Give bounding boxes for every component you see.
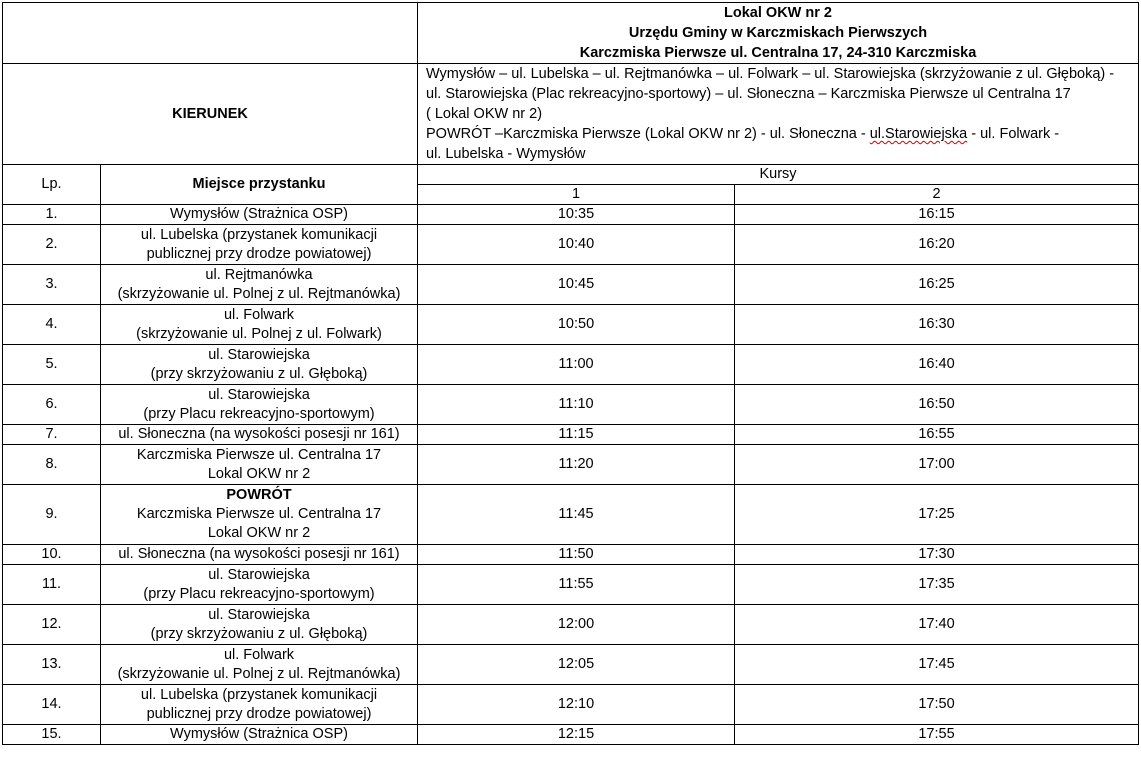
- stop-name-line: ul. Starowiejska: [208, 606, 310, 623]
- direction-line: ul. Starowiejska (Plac rekreacyjno-sportowy) – ul. Słoneczna – Karczmiska Pierwsze ul Centralna 17: [426, 86, 1071, 102]
- kursy-header: Kursy: [418, 165, 1139, 185]
- direction-label: KIERUNEK: [3, 64, 418, 165]
- row-number: 13.: [3, 645, 101, 685]
- stop-name-line: Karczmiska Pierwsze ul. Centralna 17: [136, 446, 382, 463]
- course-2-time: 16:25: [735, 265, 1139, 305]
- return-marker: POWRÓT: [226, 487, 292, 503]
- table-row: [3, 385, 1139, 425]
- stop-name-line: ul. Starowiejska: [208, 566, 310, 583]
- table-row: [3, 205, 1139, 225]
- stop-name-line: Lokal OKW nr 2: [207, 525, 311, 541]
- stop-name-line: Lokal OKW nr 2: [207, 465, 311, 482]
- stop-name: [101, 605, 418, 645]
- course-2-time: 17:55: [735, 725, 1139, 745]
- stop-name: [101, 305, 418, 345]
- course-2-time: 16:55: [735, 425, 1139, 445]
- stop-name: [101, 485, 418, 545]
- stop-name-line: ul. Słoneczna (na wysokości posesji nr 161): [118, 426, 400, 442]
- stop-name-line: (przy Placu rekreacyjno-sportowym): [143, 585, 375, 602]
- row-number: 8.: [3, 445, 101, 485]
- course-1-time: 11:50: [418, 545, 735, 565]
- course-1-time: 11:10: [418, 385, 735, 425]
- table-row: [3, 445, 1139, 485]
- course-1-time: 10:35: [418, 205, 735, 225]
- stop-name-line: ul. Lubelska (przystanek komunikacji: [140, 686, 378, 703]
- row-number: 15.: [3, 725, 101, 745]
- timetable: [2, 2, 1139, 745]
- return-line-2: ul. Lubelska - Wymysłów: [426, 146, 586, 162]
- return-prefix: POWRÓT –Karczmiska Pierwsze (Lokal OKW nr 2) - ul. Słoneczna -: [426, 126, 870, 142]
- stop-name-line: ul. Starowiejska: [208, 346, 310, 363]
- stop-name: [101, 265, 418, 305]
- course-1-time: 11:55: [418, 565, 735, 605]
- stop-name-line: (przy skrzyżowaniu z ul. Głęboką): [150, 625, 368, 642]
- stop-name-line: ul. Folwark: [223, 646, 295, 663]
- course-1-time: 11:45: [418, 485, 735, 545]
- direction-line: ( Lokal OKW nr 2): [426, 106, 543, 122]
- row-number: 4.: [3, 305, 101, 345]
- table-row: [3, 345, 1139, 385]
- stop-name: [101, 565, 418, 605]
- row-number: 5.: [3, 345, 101, 385]
- schedule-rows: [3, 205, 1139, 745]
- table-row: [3, 305, 1139, 345]
- row-number: 14.: [3, 685, 101, 725]
- return-suffix: - ul. Folwark -: [967, 126, 1060, 142]
- row-number: 7.: [3, 425, 101, 445]
- stop-name-line: ul. Słoneczna (na wysokości posesji nr 161): [118, 546, 400, 562]
- course-1-time: 10:40: [418, 225, 735, 265]
- stop-name-line: (skrzyżowanie ul. Polnej z ul. Rejtmanówka): [117, 285, 401, 302]
- stop-name-line: (skrzyżowanie ul. Polnej z ul. Rejtmanówka): [117, 665, 401, 682]
- stop-name: [101, 205, 418, 225]
- return-line: [426, 124, 1135, 144]
- table-row: [3, 645, 1139, 685]
- course-1-time: 11:00: [418, 345, 735, 385]
- stop-name: [101, 545, 418, 565]
- row-number: 1.: [3, 205, 101, 225]
- stop-name-line: ul. Rejtmanówka: [205, 266, 313, 283]
- title-line: Karczmiska Pierwsze ul. Centralna 17, 24-310 Karczmiska: [579, 45, 977, 61]
- stop-name-line: (przy skrzyżowaniu z ul. Głęboką): [150, 365, 368, 382]
- course-2-time: 17:40: [735, 605, 1139, 645]
- stop-name: [101, 445, 418, 485]
- course-1-time: 10:50: [418, 305, 735, 345]
- header-blank-cell: [3, 3, 418, 64]
- stop-name-line: (skrzyżowanie ul. Polnej z ul. Folwark): [136, 325, 382, 342]
- course-2-time: 17:35: [735, 565, 1139, 605]
- table-row: [3, 265, 1139, 305]
- course-1-time: 12:10: [418, 685, 735, 725]
- row-number: 3.: [3, 265, 101, 305]
- course-1-time: 11:20: [418, 445, 735, 485]
- lp-header: Lp.: [3, 165, 101, 205]
- title-line: Urzędu Gminy w Karczmiskach Pierwszych: [628, 25, 928, 41]
- course-1-header: 1: [418, 185, 735, 205]
- course-1-time: 12:05: [418, 645, 735, 685]
- stop-name: [101, 385, 418, 425]
- stop-name: [101, 425, 418, 445]
- course-1-time: 12:15: [418, 725, 735, 745]
- stop-name-line: ul. Starowiejska: [208, 386, 310, 403]
- course-1-time: 10:45: [418, 265, 735, 305]
- spellcheck-word: ul.Starowiejska: [869, 126, 968, 142]
- stop-name-line: Wymysłów (Strażnica OSP): [170, 726, 348, 742]
- row-number: 11.: [3, 565, 101, 605]
- course-2-time: 17:00: [735, 445, 1139, 485]
- course-2-time: 16:15: [735, 205, 1139, 225]
- table-row: [3, 725, 1139, 745]
- course-2-time: 16:50: [735, 385, 1139, 425]
- direction-row: [3, 64, 1139, 165]
- course-2-header: 2: [735, 185, 1139, 205]
- course-2-time: 17:45: [735, 645, 1139, 685]
- table-row: [3, 545, 1139, 565]
- course-2-time: 17:50: [735, 685, 1139, 725]
- stop-name: [101, 345, 418, 385]
- direction-line: Wymysłów – ul. Lubelska – ul. Rejtmanówka – ul. Folwark – ul. Starowiejska (skrzyżowanie z ul. Głęboką) -: [426, 66, 1115, 82]
- header-row: [3, 3, 1139, 64]
- stop-name-line: publicznej przy drodze powiatowej): [146, 705, 372, 722]
- course-2-time: 16:40: [735, 345, 1139, 385]
- table-row: [3, 425, 1139, 445]
- row-number: 10.: [3, 545, 101, 565]
- stop-name-line: ul. Folwark: [223, 306, 295, 323]
- row-number: 2.: [3, 225, 101, 265]
- row-number: 6.: [3, 385, 101, 425]
- course-2-time: 17:25: [735, 485, 1139, 545]
- location-title: [418, 3, 1139, 64]
- table-row: [3, 565, 1139, 605]
- table-row: [3, 685, 1139, 725]
- stop-name: [101, 685, 418, 725]
- row-number: 9.: [3, 485, 101, 545]
- row-number: 12.: [3, 605, 101, 645]
- table-row: [3, 485, 1139, 545]
- stop-name-line: ul. Lubelska (przystanek komunikacji: [140, 226, 378, 243]
- course-2-time: 16:30: [735, 305, 1139, 345]
- stop-name-line: (przy Placu rekreacyjno-sportowym): [143, 405, 375, 422]
- stop-name-line: Karczmiska Pierwsze ul. Centralna 17: [136, 506, 382, 522]
- course-2-time: 16:20: [735, 225, 1139, 265]
- title-line: Lokal OKW nr 2: [724, 5, 832, 21]
- stop-name-line: Wymysłów (Strażnica OSP): [170, 206, 348, 222]
- stop-name: [101, 225, 418, 265]
- stop-name-line: publicznej przy drodze powiatowej): [146, 245, 372, 262]
- column-header-row: [3, 165, 1139, 185]
- course-2-time: 17:30: [735, 545, 1139, 565]
- table-row: [3, 225, 1139, 265]
- direction-description: [418, 64, 1139, 165]
- table-row: [3, 605, 1139, 645]
- stop-header: Miejsce przystanku: [101, 165, 418, 205]
- course-1-time: 12:00: [418, 605, 735, 645]
- stop-name: [101, 725, 418, 745]
- course-1-time: 11:15: [418, 425, 735, 445]
- stop-name: [101, 645, 418, 685]
